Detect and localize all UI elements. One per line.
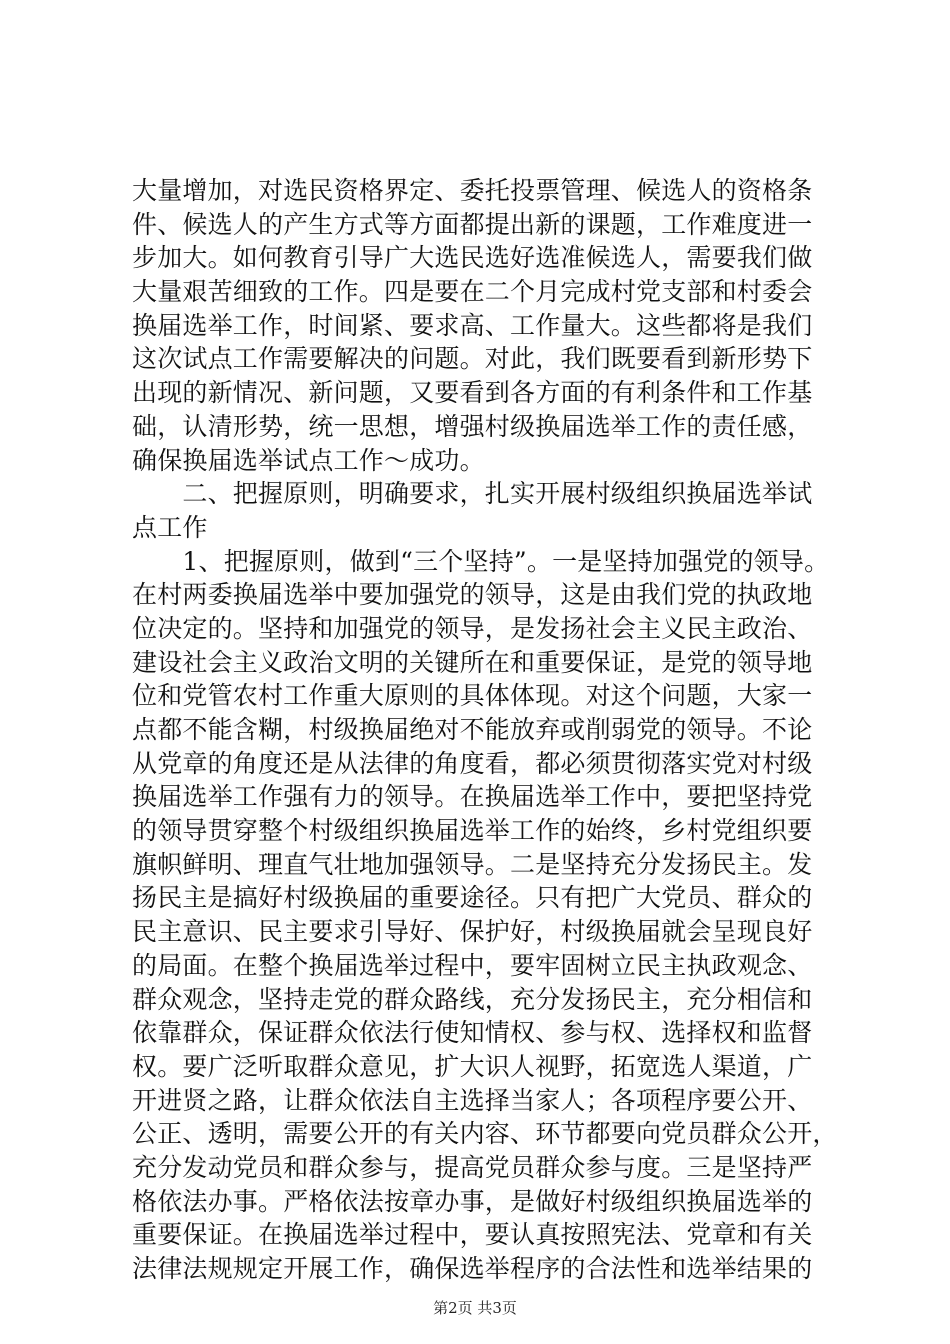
text-line: 步加大。如何教育引导广大选民选好选准候选人，需要我们做 [132,243,813,273]
document-body [132,174,838,1286]
text-line: 旗帜鲜明、理直气壮地加强领导。二是坚持充分发扬民主。发 [132,849,813,879]
text-line: 1、把握原则，做到“三个坚持”。一是坚持加强党的领导。 [132,546,830,576]
text-line: 位和党管农村工作重大原则的具体体现。对这个问题，大家一 [132,681,813,711]
text-line: 位决定的。坚持和加强党的领导，是发扬社会主义民主政治、 [132,613,813,643]
text-line: 大量艰苦细致的工作。四是要在二个月完成村党支部和村委会 [132,277,813,307]
text-line: 的领导贯穿整个村级组织换届选举工作的始终，乡村党组织要 [132,816,813,846]
text-line: 的局面。在整个换届选举过程中，要牢固树立民主执政观念、 [132,950,813,980]
text-line: 础，认清形势，统一思想，增强村级换届选举工作的责任感， [132,411,813,441]
text-line: 扬民主是搞好村级换届的重要途径。只有把广大党员、群众的 [132,883,813,913]
text-line: 充分发动党员和群众参与，提高党员群众参与度。三是坚持严 [132,1152,813,1182]
text-line: 点都不能含糊，村级换届绝对不能放弃或削弱党的领导。不论 [132,715,813,744]
text-line: 权。要广泛听取群众意见，扩大识人视野，拓宽选人渠道，广 [132,1051,813,1081]
text-line: 公正、透明，需要公开的有关内容、环节都要向党员群众公开， [132,1119,838,1149]
text-line: 点工作 [132,512,208,542]
text-line: 群众观念，坚持走党的群众路线，充分发扬民主，充分相信和 [132,984,813,1014]
text-line: 换届选举工作强有力的领导。在换届选举工作中，要把坚持党 [132,782,813,812]
text-line: 开进贤之路，让群众依法自主选择当家人；各项程序要公开、 [132,1085,813,1115]
text-line: 依靠群众，保证群众依法行使知情权、参与权、选择权和监督 [132,1018,813,1048]
text-line: 件、候选人的产生方式等方面都提出新的课题，工作难度进一 [132,209,813,239]
page-footer: 第2页 共3页 [433,1299,517,1317]
text-line: 建设社会主义政治文明的关键所在和重要保证，是党的领导地 [132,647,813,677]
text-line: 法律法规规定开展工作，确保选举程序的合法性和选举结果的 [132,1254,813,1283]
text-line: 二、把握原则，明确要求，扎实开展村级组织换届选举试 [132,479,813,509]
text-line: 在村两委换届选举中要加强党的领导，这是由我们党的执政地 [132,580,813,610]
text-line: 大量增加，对选民资格界定、委托投票管理、候选人的资格条 [132,176,813,205]
text-line: 格依法办事。严格依法按章办事，是做好村级组织换届选举的 [132,1186,813,1216]
text-line: 从党章的角度还是从法律的角度看，都必须贯彻落实党对村级 [132,748,813,778]
text-line: 这次试点工作需要解决的问题。对此，我们既要看到新形势下 [132,344,813,374]
text-line: 确保换届选举试点工作～成功。 [132,445,485,475]
text-line: 重要保证。在换届选举过程中，要认真按照宪法、党章和有关 [132,1220,813,1250]
text-line: 出现的新情况、新问题，又要看到各方面的有利条件和工作基 [132,378,813,408]
text-line: 民主意识、民主要求引导好、保护好，村级换届就会呈现良好 [132,917,813,947]
text-line: 换届选举工作，时间紧、要求高、工作量大。这些都将是我们 [132,310,813,340]
